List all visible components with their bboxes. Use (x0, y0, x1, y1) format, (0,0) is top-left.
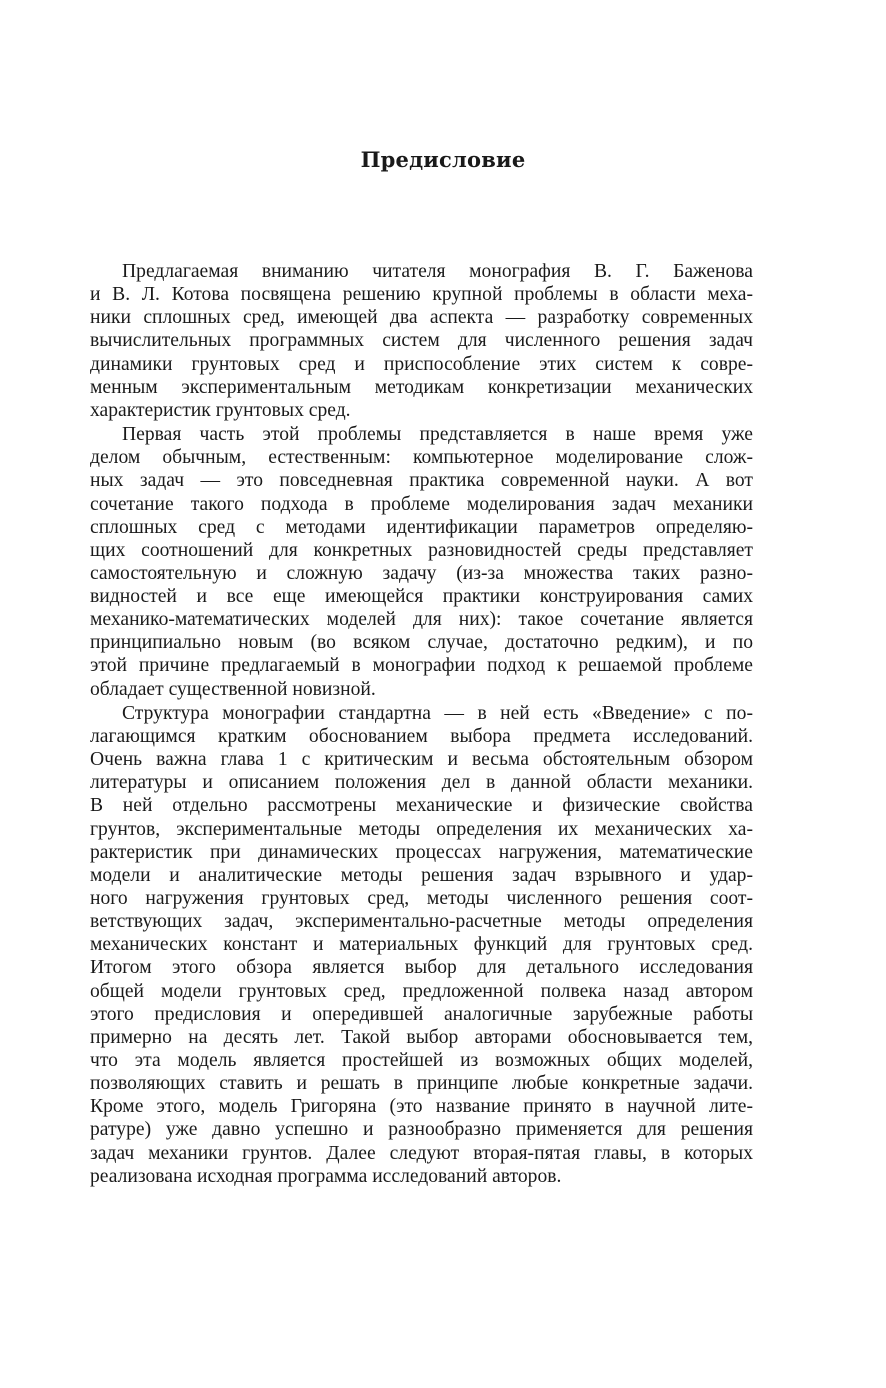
text-line: щих соотношений для конкретных разновидностей среды представляет (90, 539, 753, 561)
text-line: реализована исходная программа исследований авторов. (90, 1165, 562, 1187)
text-line: что эта модель является простейшей из возможных общих моделей, (90, 1049, 753, 1071)
text-line: механико-математических моделей для них): такое сочетание является (90, 609, 753, 631)
text-line: сочетание такого подхода в проблеме моделирования задач механики (90, 493, 753, 515)
text-line: лагающимся кратким обоснованием выбора предмета исследований. (90, 726, 753, 747)
text-line: грунтов, экспериментальные методы определения их механических ха- (90, 818, 753, 840)
text-line: литературы и описанием положения дел в данной области механики. (90, 772, 753, 794)
text-line: сплошных сред с методами идентификации параметров определяю- (90, 516, 753, 538)
text-line: ного нагружения грунтовых сред, методы численного решения соот- (90, 887, 753, 909)
text-line: ники сплошных сред, имеющей два аспекта — разработку современных (90, 307, 753, 329)
text-line: Предлагаемая вниманию читателя монография В. Г. Баженова (122, 261, 753, 282)
text-line: самостоятельную и сложную задачу (из-за множества таких разно- (90, 562, 753, 584)
text-line: Структура монографии стандартна — в ней есть «Введение» с по- (122, 702, 753, 724)
text-line: Очень важна глава 1 с критическим и весьма обстоятельным обзором (90, 749, 753, 771)
text-line: Итогом этого обзора является выбор для детального исследования (90, 957, 753, 979)
text-line: менным экспериментальным методикам конкретизации механических (90, 376, 753, 398)
text-line: общей модели грунтовых сред, предложенной полвека назад автором (90, 980, 753, 1002)
text-line: этой причине предлагаемый в монографии подход к решаемой проблеме (90, 655, 753, 677)
text-line: ратуре) уже давно успешно и разнообразно применяется для решения (90, 1119, 753, 1141)
text-line: динамики грунтовых сред и приспособление этих систем к совре- (90, 353, 753, 375)
text-line: модели и аналитические методы решения задач взрывного и удар- (90, 864, 753, 886)
paragraph-3 (90, 702, 753, 1188)
text-line: В ней отдельно рассмотрены механические и физические свойства (90, 795, 753, 817)
text-line: ветствующих задач, экспериментально-расчетные методы определения (90, 911, 753, 933)
page-title: Предисловие (360, 147, 526, 172)
text-line: механических констант и материальных функций для грунтовых сред. (90, 934, 753, 956)
text-line: рактеристик при динамических процессах нагружения, математические (90, 841, 753, 863)
text-line: характеристик грунтовых сред. (90, 399, 351, 421)
text-line: обладает существенной новизной. (90, 678, 376, 700)
text-line: вычислительных программных систем для численного решения задач (90, 330, 753, 352)
text-line: делом обычным, естественным: компьютерное моделирование слож- (90, 447, 753, 469)
text-line: позволяющих ставить и решать в принципе любые конкретные задачи. (90, 1073, 753, 1095)
body-text (90, 260, 753, 1188)
text-line: видностей и все еще имеющейся практики конструирования самих (90, 586, 753, 608)
text-line: Кроме этого, модель Григоряна (это название принято в научной лите- (90, 1096, 753, 1118)
text-line: принципиально новым (во всяком случае, достаточно редким), и по (90, 632, 753, 654)
text-line: и В. Л. Котова посвящена решению крупной проблемы в области меха- (90, 284, 753, 306)
text-line: ных задач — это повседневная практика современной науки. А вот (90, 470, 753, 492)
text-line: Первая часть этой проблемы представляется в наше время уже (122, 424, 753, 446)
text-line: примерно на десять лет. Такой выбор авторами обосновывается тем, (90, 1026, 753, 1048)
paragraph-2 (90, 423, 753, 701)
paragraph-1 (90, 260, 753, 422)
text-line: задач механики грунтов. Далее следуют вторая-пятая главы, в которых (90, 1142, 753, 1164)
text-line: этого предисловия и опередившей аналогичные зарубежные работы (90, 1003, 753, 1025)
